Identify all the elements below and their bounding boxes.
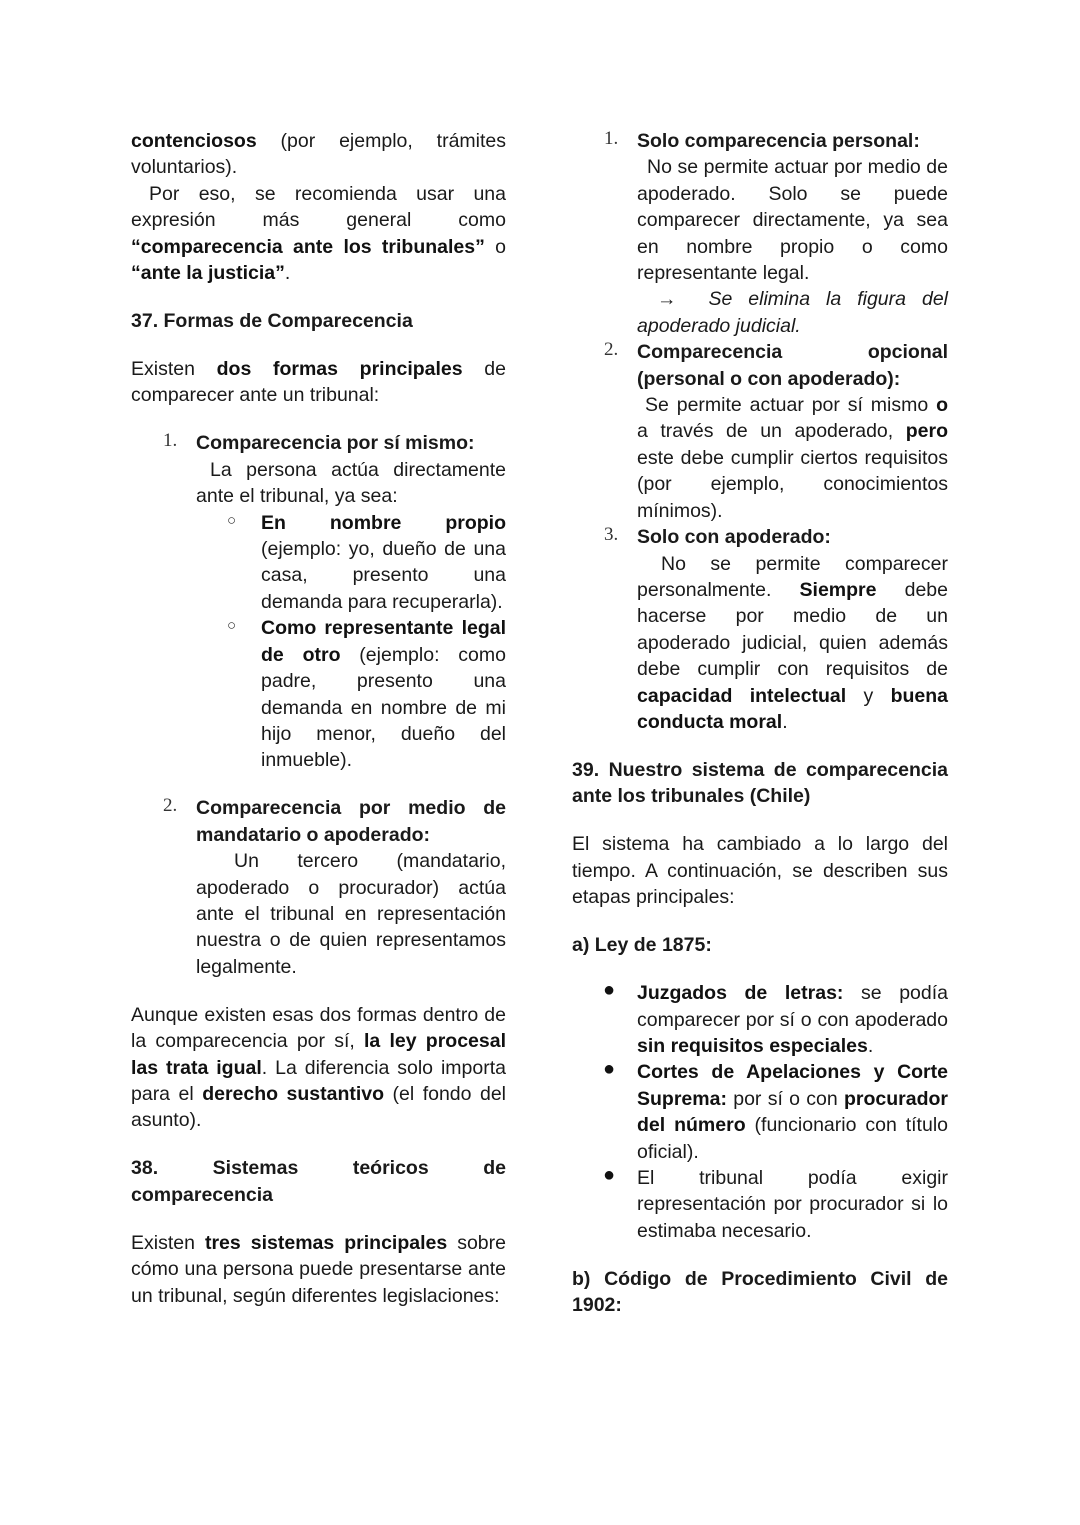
bullet-icon: ● — [603, 1164, 616, 1186]
circle-bullet-icon: ○ — [227, 511, 237, 529]
text: (por ejemplo, trámites voluntarios). — [131, 130, 506, 179]
list-item-text: No se permite actuar por medio de apoderado. Solo se puede comparecer directamente, ya sea en nombre propio o como representante legal. — [637, 156, 948, 285]
list-number: 2. — [163, 795, 178, 817]
bold-text: Juzgados de letras: — [637, 982, 844, 1005]
list-item-title: Solo con apoderado: — [637, 526, 831, 549]
bold-text: Cortes de Apelaciones y Corte Suprema: — [637, 1061, 948, 1110]
section-39-heading: 39. Nuestro sistema de comparecencia ante los tribunales (Chile) — [572, 758, 948, 808]
text: . — [284, 262, 291, 285]
text: y — [846, 684, 891, 707]
text: debe hacerse por medio de un apoderado judicial, quien además debe cumplir con requisitos de — [637, 578, 948, 681]
text: (el fondo del asunto). — [131, 1082, 507, 1132]
list-number: 1. — [163, 430, 178, 452]
section-39-intro: El sistema ha cambiado a lo largo del tiempo. A continuación, se describen sus etapas principales: — [572, 833, 948, 909]
bullet-icon: ● — [603, 979, 616, 1002]
text: este debe cumplir ciertos requisitos (por ejemplo, conocimientos mínimos). — [637, 446, 948, 522]
list-item-title: Solo comparecencia personal: — [637, 130, 920, 152]
circle-bullet-icon: ○ — [227, 617, 237, 635]
section-37-closing — [131, 1002, 506, 1134]
bold-quote: “ante la justicia” — [131, 262, 285, 285]
bold-text: procurador del número — [637, 1087, 948, 1137]
text: Aunque existen esas dos formas dentro de la comparecencia por sí, — [131, 1003, 506, 1053]
bold-text: sin requisitos especiales — [637, 1034, 868, 1057]
text: se podía comparecer por sí o con apoderado — [637, 982, 948, 1031]
bold-text: Siempre — [799, 578, 877, 601]
text: sobre cómo una persona puede presentarse ante un tribunal, según diferentes legislaciones: — [131, 1231, 506, 1307]
text: a través de un apoderado, — [637, 420, 906, 443]
bullet-text — [637, 980, 948, 1059]
section-37-heading: 37. Formas de Comparecencia — [131, 310, 413, 333]
text: . — [867, 1034, 874, 1057]
subsection-a-heading: a) Ley de 1875: — [572, 934, 712, 957]
bold-text: pero — [905, 420, 948, 443]
arrow-right-icon: → — [657, 288, 677, 311]
right-column — [572, 128, 948, 1319]
list-item-title: Comparecencia opcional (personal o con apoderado): — [637, 341, 948, 390]
bullet-text — [637, 1165, 948, 1244]
intro-paragraph — [131, 128, 506, 181]
text: de comparecer ante un tribunal: — [131, 358, 506, 407]
section-38-intro — [131, 1230, 506, 1309]
list-item-text — [637, 392, 948, 524]
note-line — [637, 286, 948, 339]
bold-text: o — [936, 394, 948, 417]
text: (ejemplo: como padre, presento una demanda en nombre de mi hijo menor, dueño del inmueble). — [261, 643, 506, 772]
text: El tribunal podía exigir representación por procurador si lo estimaba necesario. — [637, 1167, 948, 1242]
bold-text: derecho sustantivo — [202, 1082, 385, 1105]
list-number: 3. — [604, 524, 619, 546]
list-item-text: Un tercero (mandatario, apoderado o procurador) actúa ante el tribunal en representación nuestra o de quien representamos legalmente. — [196, 850, 506, 978]
list-item-text: La persona actúa directamente ante el tribunal, ya sea: — [196, 458, 506, 508]
text: No se permite comparecer personalmente. — [637, 552, 948, 601]
text: por sí o con — [726, 1087, 844, 1110]
system-item-3 — [604, 524, 948, 735]
bold-text: tres sistemas principales — [204, 1231, 448, 1254]
section-37-intro — [131, 356, 506, 409]
bullet-item — [603, 1164, 948, 1244]
system-item-1 — [604, 128, 948, 339]
text: Se permite actuar por sí mismo — [645, 394, 937, 417]
list-item-title: Comparecencia por sí mismo: — [196, 432, 475, 455]
list-item-2 — [163, 795, 506, 980]
list-item-title: Comparecencia por medio de mandatario o apoderado: — [196, 797, 506, 846]
sub-item-text — [261, 615, 506, 773]
list-item-1 — [163, 430, 506, 773]
subsection-b-heading: b) Código de Procedimiento Civil de 1902: — [572, 1267, 948, 1317]
sub-item-1 — [227, 510, 506, 616]
list-number: 1. — [604, 128, 619, 149]
bullet-item — [603, 979, 948, 1059]
italic-note: Se elimina la figura del apoderado judicial. — [637, 288, 948, 337]
text: . La diferencia solo importa para el — [131, 1056, 506, 1105]
bold-quote: “comparecencia ante los tribunales” — [131, 235, 485, 258]
bold-text: capacidad intelectual — [637, 684, 847, 707]
list-number: 2. — [604, 339, 619, 361]
text: Existen — [131, 1231, 205, 1254]
bullet-text — [637, 1059, 948, 1165]
system-item-2 — [604, 339, 948, 524]
bold-text: Como representante legal de otro — [261, 617, 506, 666]
bold-text: dos formas principales — [216, 358, 463, 381]
bold-text: En nombre propio — [261, 511, 506, 534]
text: Existen — [131, 358, 217, 381]
text: . — [782, 710, 788, 733]
bold-text: buena conducta moral — [637, 684, 948, 733]
text: (funcionario con título oficial). — [637, 1114, 948, 1163]
bold-text: contenciosos — [131, 130, 257, 152]
list-item-text — [637, 551, 948, 736]
text: o — [484, 235, 507, 258]
text: (ejemplo: yo, dueño de una casa, presento una demanda para recuperarla). — [261, 538, 506, 613]
text: Por eso, se recomienda usar una expresión más general como — [131, 182, 506, 232]
bullet-icon: ● — [603, 1058, 616, 1081]
sub-item-text — [261, 510, 506, 616]
sub-item-2 — [227, 615, 506, 773]
section-38-heading: 38. Sistemas teóricos de comparecencia — [131, 1157, 506, 1206]
recommendation-paragraph — [131, 181, 506, 287]
bold-text: la ley procesal las trata igual — [131, 1030, 506, 1079]
left-column — [131, 128, 506, 1309]
bullet-item — [603, 1058, 948, 1165]
